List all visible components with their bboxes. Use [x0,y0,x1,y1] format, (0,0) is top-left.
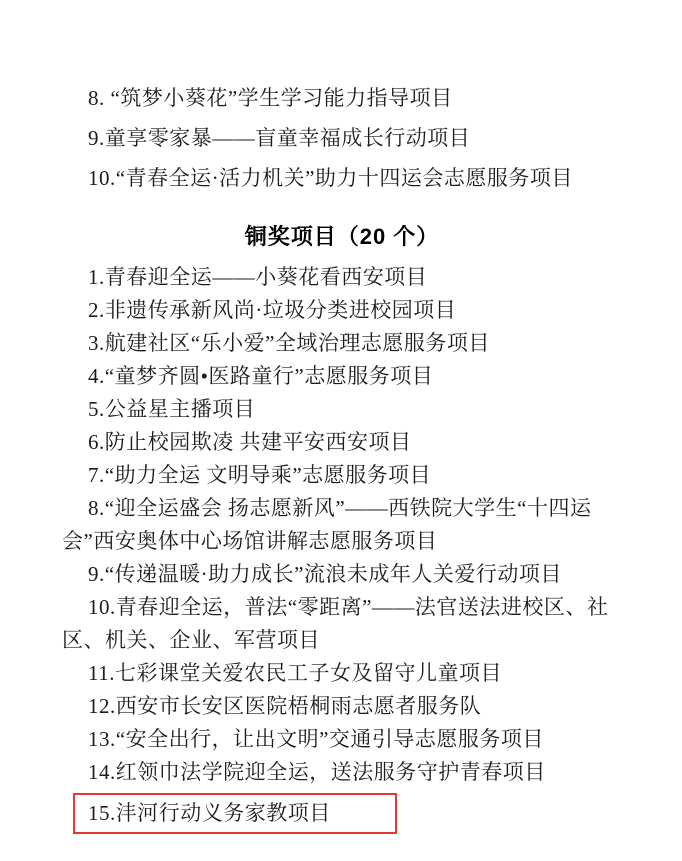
list-item: 11.七彩课堂关爱农民工子女及留守儿童项目 [88,661,502,685]
list-item: 3.航建社区“乐小爱”全域治理志愿服务项目 [88,331,490,355]
list-item: 6.防止校园欺凌 共建平安西安项目 [88,430,412,454]
list-item: 8. “筑梦小葵花”学生学习能力指导项目 [88,86,453,110]
list-item: 13.“安全出行，让出文明”交通引导志愿服务项目 [88,727,544,751]
list-item: 8.“迎全运盛会 扬志愿新风”——西铁院大学生“十四运会”西安奥体中心场馆讲解志愿服务项目 [62,496,592,553]
list-item: 9.“传递温暖·助力成长”流浪未成年人关爱行动项目 [88,562,562,586]
list-item: 7.“助力全运 文明导乘”志愿服务项目 [88,463,432,487]
list-item: 12.西安市长安区医院梧桐雨志愿者服务队 [88,694,482,718]
bronze-items-list [62,261,622,834]
list-item: 9.童享零家暴——盲童幸福成长行动项目 [88,126,471,150]
red-annotation-box [73,793,397,834]
list-item: 10.青春迎全运，普法“零距离”——法官送法进校区、社区、机关、企业、军营项目 [62,595,609,652]
list-item: 2.非遗传承新风尚·垃圾分类进校园项目 [88,298,457,322]
list-item: 1.青春迎全运——小葵花看西安项目 [88,265,428,289]
list-item: 5.公益星主播项目 [88,397,256,421]
silver-items-tail [62,78,622,198]
highlighted-list-item: 15.沣河行动义务家教项目 [88,801,331,825]
list-item: 14.红领巾法学院迎全运，送法服务守护青春项目 [88,760,546,784]
list-item: 10.“青春全运·活力机关”助力十四运会志愿服务项目 [88,166,573,190]
list-item: 4.“童梦齐圆•医路童行”志愿服务项目 [88,364,434,388]
bronze-section-heading: 铜奖项目（20 个） [244,224,440,249]
